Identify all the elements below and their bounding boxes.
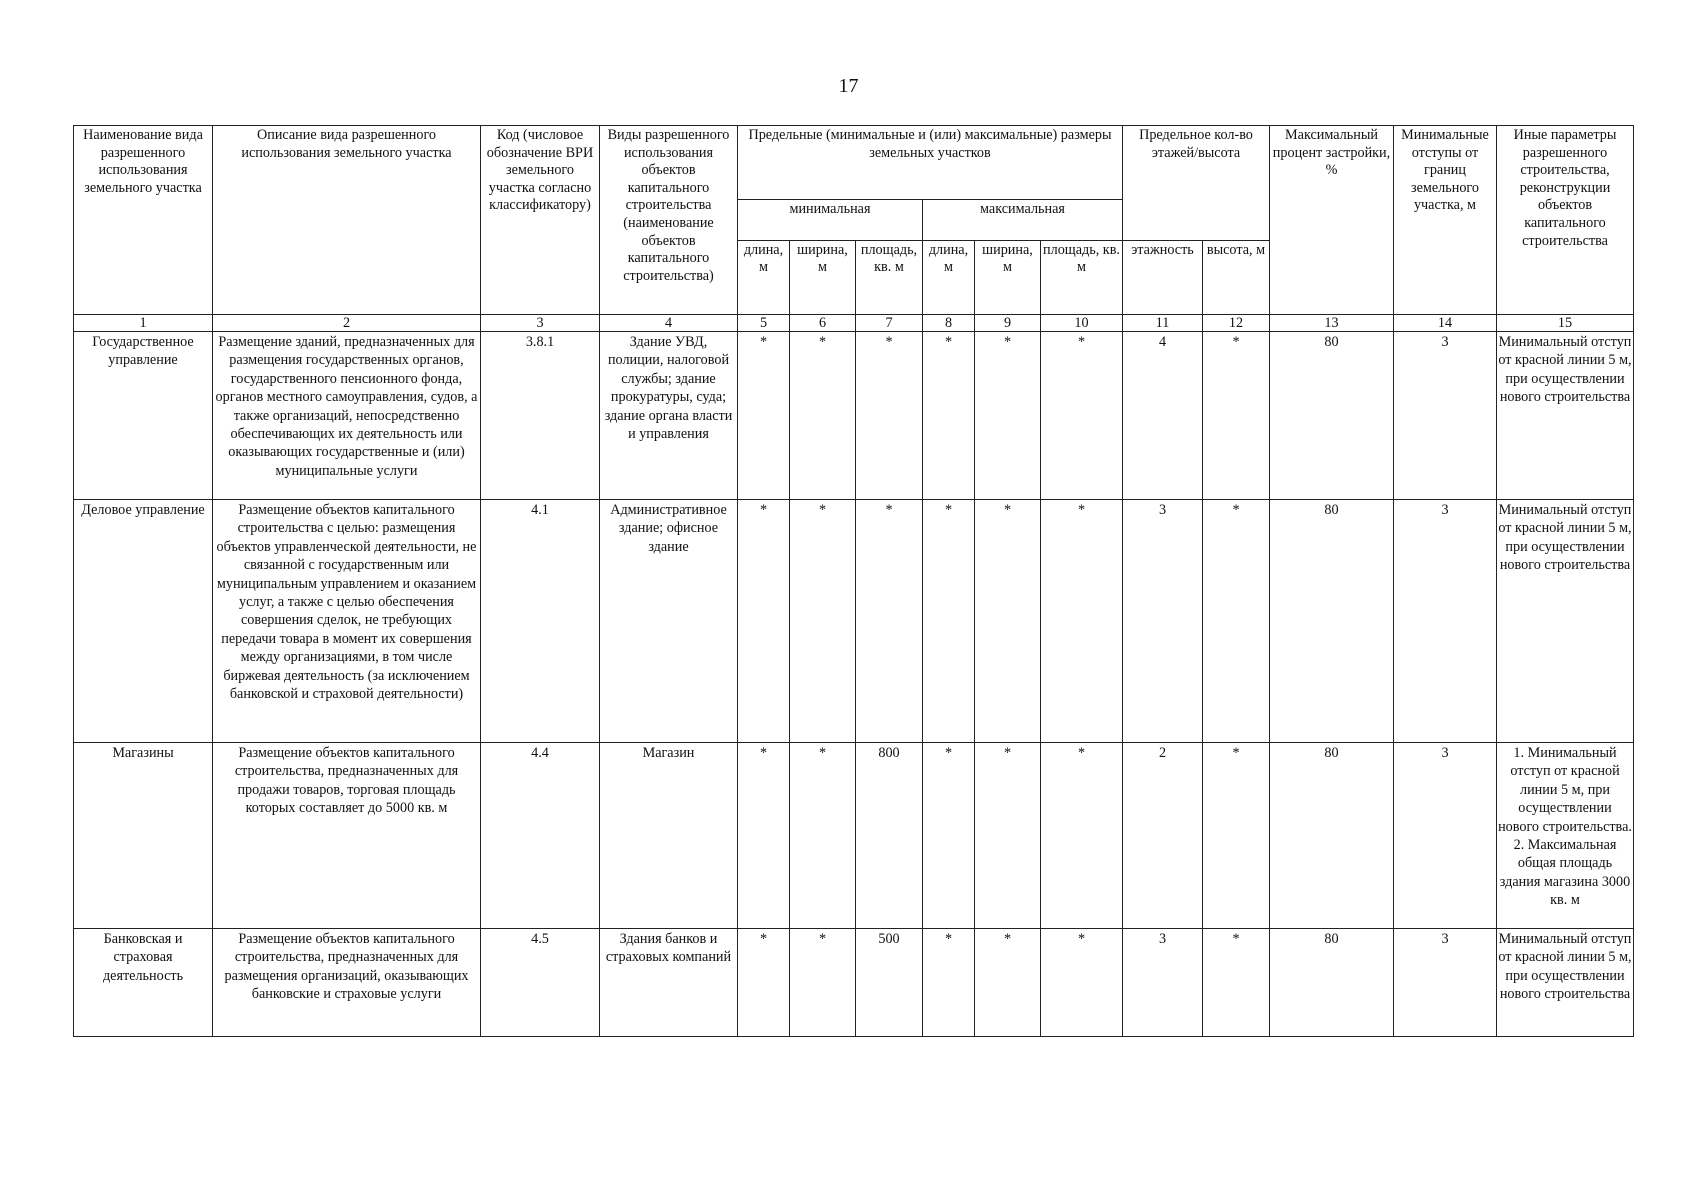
- cell-max-width: *: [975, 332, 1041, 500]
- land-use-table: [73, 125, 1634, 1037]
- cell-max-area: *: [1041, 743, 1123, 929]
- column-number: 9: [975, 315, 1041, 332]
- header-height: высота, м: [1203, 240, 1270, 314]
- cell-height: *: [1203, 743, 1270, 929]
- cell-objects: Магазин: [600, 743, 738, 929]
- cell-objects: Административное здание; офисное здание: [600, 500, 738, 743]
- cell-max-area: *: [1041, 332, 1123, 500]
- cell-description: Размещение объектов капитального строительства с целью: размещения объектов управленческой деятельности, не связанной с государственным или муниципальным управлением и оказанием услуг, а также с целью обеспечения совершения сделок, не требующих передачи товара в момент их совершения между организациями, в том числе биржевая деятельность (за исключением банковской и страховой деятельности): [213, 500, 481, 743]
- cell-min-width: *: [790, 743, 856, 929]
- cell-percent: 80: [1270, 332, 1394, 500]
- column-number-row: [74, 315, 1634, 332]
- cell-name: Магазины: [74, 743, 213, 929]
- column-number: 12: [1203, 315, 1270, 332]
- column-number: 10: [1041, 315, 1123, 332]
- cell-max-length: *: [923, 332, 975, 500]
- column-number: 5: [738, 315, 790, 332]
- cell-max-width: *: [975, 929, 1041, 1037]
- cell-description: Размещение объектов капитального строительства, предназначенных для продажи товаров, торговая площадь которых составляет до 5000 кв. м: [213, 743, 481, 929]
- cell-max-width: *: [975, 500, 1041, 743]
- cell-setback: 3: [1394, 500, 1497, 743]
- header-min-length: длина, м: [738, 240, 790, 314]
- cell-height: *: [1203, 332, 1270, 500]
- cell-min-width: *: [790, 929, 856, 1037]
- header-description: Описание вида разрешенного использования земельного участка: [213, 126, 481, 315]
- cell-max-width: *: [975, 743, 1041, 929]
- cell-objects: Здание УВД, полиции, налоговой службы; здание прокуратуры, суда; здание органа власти и управления: [600, 332, 738, 500]
- column-number: 8: [923, 315, 975, 332]
- header-max-area: площадь, кв. м: [1041, 240, 1123, 314]
- cell-name: Деловое управление: [74, 500, 213, 743]
- cell-description: Размещение зданий, предназначенных для размещения государственных органов, государственного пенсионного фонда, органов местного самоуправления, судов, а также организаций, непосредственно обеспечивающих их деятельность или оказывающих государственные и (или) муниципальные услуги: [213, 332, 481, 500]
- cell-floors: 4: [1123, 332, 1203, 500]
- cell-min-length: *: [738, 332, 790, 500]
- table-row: [74, 500, 1634, 743]
- cell-min-area: 500: [856, 929, 923, 1037]
- table-row: [74, 929, 1634, 1037]
- column-number: 15: [1497, 315, 1634, 332]
- header-min-width: ширина, м: [790, 240, 856, 314]
- header-plot-sizes: Предельные (минимальные и (или) максимальные) размеры земельных участков: [738, 126, 1123, 200]
- cell-floors: 2: [1123, 743, 1203, 929]
- cell-min-length: *: [738, 500, 790, 743]
- cell-name: Государственное управление: [74, 332, 213, 500]
- table-row: [74, 332, 1634, 500]
- cell-setback: 3: [1394, 332, 1497, 500]
- cell-height: *: [1203, 929, 1270, 1037]
- cell-min-area: *: [856, 500, 923, 743]
- cell-percent: 80: [1270, 500, 1394, 743]
- cell-code: 4.5: [481, 929, 600, 1037]
- column-number: 14: [1394, 315, 1497, 332]
- cell-max-area: *: [1041, 929, 1123, 1037]
- page-number: 17: [838, 75, 859, 97]
- column-number: 3: [481, 315, 600, 332]
- column-number: 6: [790, 315, 856, 332]
- header-min-setback: Минимальные отступы от границ земельного участка, м: [1394, 126, 1497, 315]
- column-number: 4: [600, 315, 738, 332]
- cell-height: *: [1203, 500, 1270, 743]
- column-number: 1: [74, 315, 213, 332]
- cell-min-length: *: [738, 743, 790, 929]
- cell-objects: Здания банков и страховых компаний: [600, 929, 738, 1037]
- column-number: 13: [1270, 315, 1394, 332]
- table-row: [74, 743, 1634, 929]
- header-objects: Виды разрешенного использования объектов капитального строительства (наименование объектов капитального строительства): [600, 126, 738, 315]
- cell-other: Минимальный отступ от красной линии 5 м, при осуществлении нового строительства: [1497, 929, 1634, 1037]
- header-max-width: ширина, м: [975, 240, 1041, 314]
- header-floors-height: Предельное кол-во этажей/высота: [1123, 126, 1270, 241]
- cell-floors: 3: [1123, 929, 1203, 1037]
- cell-description: Размещение объектов капитального строительства, предназначенных для размещения организаций, оказывающих банковские и страховые услуги: [213, 929, 481, 1037]
- cell-code: 4.4: [481, 743, 600, 929]
- cell-other: Минимальный отступ от красной линии 5 м, при осуществлении нового строительства: [1497, 332, 1634, 500]
- cell-max-length: *: [923, 743, 975, 929]
- header-min: минимальная: [738, 200, 923, 240]
- cell-max-length: *: [923, 929, 975, 1037]
- cell-min-width: *: [790, 332, 856, 500]
- header-code: Код (числовое обозначение ВРИ земельного участка согласно классификатору): [481, 126, 600, 315]
- cell-min-width: *: [790, 500, 856, 743]
- cell-setback: 3: [1394, 929, 1497, 1037]
- cell-code: 4.1: [481, 500, 600, 743]
- cell-other: Минимальный отступ от красной линии 5 м, при осуществлении нового строительства: [1497, 500, 1634, 743]
- cell-name: Банковская и страховая деятельность: [74, 929, 213, 1037]
- cell-setback: 3: [1394, 743, 1497, 929]
- column-number: 11: [1123, 315, 1203, 332]
- column-number: 7: [856, 315, 923, 332]
- header-max: максимальная: [923, 200, 1123, 240]
- header-name: Наименование вида разрешенного использования земельного участка: [74, 126, 213, 315]
- cell-code: 3.8.1: [481, 332, 600, 500]
- cell-max-length: *: [923, 500, 975, 743]
- header-other-params: Иные параметры разрешенного строительства, реконструкции объектов капитального строительства: [1497, 126, 1634, 315]
- cell-other: 1. Минимальный отступ от красной линии 5 м, при осуществлении нового строительства. 2. Максимальная общая площадь здания магазина 3000 кв. м: [1497, 743, 1634, 929]
- cell-min-area: 800: [856, 743, 923, 929]
- header-max-percent: Максимальный процент застройки, %: [1270, 126, 1394, 315]
- cell-floors: 3: [1123, 500, 1203, 743]
- header-max-length: длина, м: [923, 240, 975, 314]
- cell-min-length: *: [738, 929, 790, 1037]
- header-floors: этажность: [1123, 240, 1203, 314]
- header-min-area: площадь, кв. м: [856, 240, 923, 314]
- cell-min-area: *: [856, 332, 923, 500]
- cell-percent: 80: [1270, 929, 1394, 1037]
- table-header: [74, 126, 1634, 315]
- column-number: 2: [213, 315, 481, 332]
- cell-percent: 80: [1270, 743, 1394, 929]
- cell-max-area: *: [1041, 500, 1123, 743]
